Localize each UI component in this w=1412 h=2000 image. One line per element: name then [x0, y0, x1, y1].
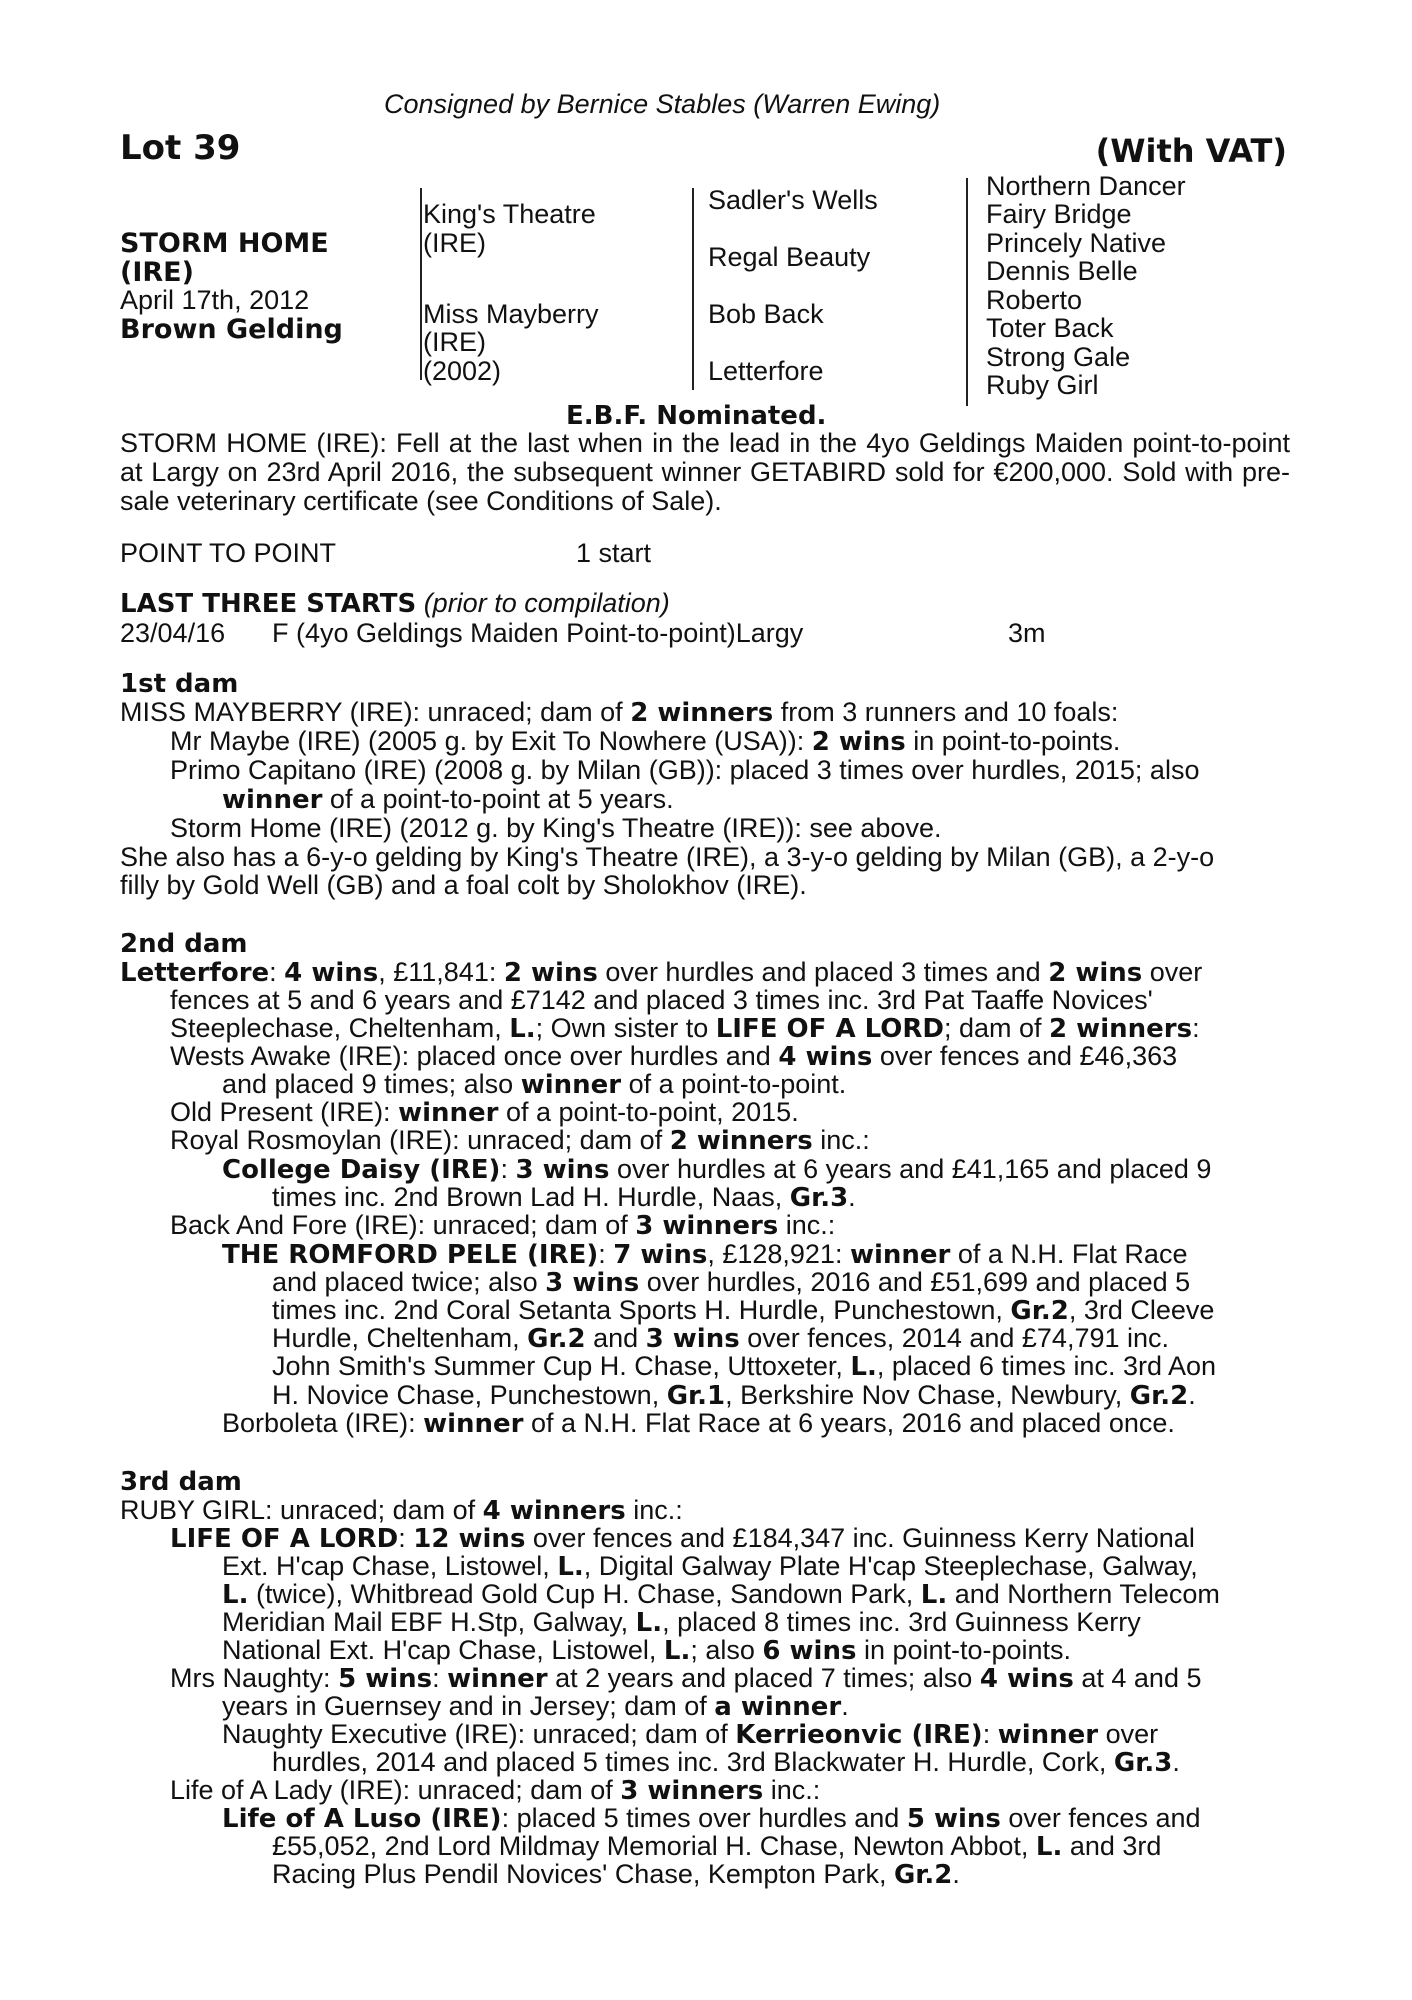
- ggp-2: Fairy Bridge: [986, 199, 1132, 229]
- second-dam-line: Back And Fore (IRE): unraced; dam of 3 winners inc.:: [170, 1210, 836, 1241]
- ggp-8: Ruby Girl: [986, 370, 1099, 400]
- second-dam-line: THE ROMFORD PELE (IRE): 7 wins, £128,921: winner of a N.H. Flat Race: [222, 1239, 1188, 1270]
- intro-paragraph: STORM HOME (IRE): Fell at the last when in the lead in the 4yo Geldings Maiden point-to-point at Largy on 23rd April 2016, the subsequent winner GETABIRD sold for €200,000. Sold with pre-sale veterinary certificate (see Conditions of Sale).: [120, 428, 1290, 516]
- second-dam-line: times inc. 2nd Coral Setanta Sports H. Hurdle, Punchestown, Gr.2, 3rd Cleeve: [272, 1295, 1215, 1326]
- second-dam-line: Old Present (IRE): winner of a point-to-point, 2015.: [170, 1097, 799, 1128]
- progeny-storm-home: Storm Home (IRE) (2012 g. by King's Theatre (IRE)): see above.: [170, 813, 942, 843]
- horse-sex: Brown Gelding: [120, 314, 343, 345]
- third-dam-line: Naughty Executive (IRE): unraced; dam of Kerrieonvic (IRE): winner over: [222, 1719, 1159, 1750]
- race-description: F (4yo Geldings Maiden Point-to-point)Largy: [272, 618, 804, 648]
- second-dam-line: fences at 5 and 6 years and £7142 and placed 3 times inc. 3rd Pat Taaffe Novices': [170, 985, 1153, 1015]
- third-dam-line: Life of A Luso (IRE): placed 5 times over hurdles and 5 wins over fences and: [222, 1803, 1201, 1834]
- third-dam-line: Life of A Lady (IRE): unraced; dam of 3 winners inc.:: [170, 1775, 821, 1806]
- progeny-primo-capitano-cont: winner of a point-to-point at 5 years.: [222, 784, 674, 815]
- dam-suffix: (IRE): [423, 327, 486, 357]
- pedigree-divider: [966, 178, 968, 406]
- ptp-label: POINT TO POINT: [120, 538, 337, 568]
- second-dam-line: and placed 9 times; also winner of a point-to-point.: [222, 1069, 847, 1100]
- third-dam-line: RUBY GIRL: unraced; dam of 4 winners inc.:: [120, 1495, 683, 1526]
- second-dam-line: College Daisy (IRE): 3 wins over hurdles at 6 years and £41,165 and placed 9: [222, 1154, 1212, 1185]
- second-dam-line: Steeplechase, Cheltenham, L.; Own sister to LIFE OF A LORD; dam of 2 winners:: [170, 1013, 1200, 1044]
- pedigree-divider: [692, 188, 694, 390]
- race-date: 23/04/16: [120, 618, 226, 648]
- second-dam-line: Letterfore: 4 wins, £11,841: 2 wins over hurdles and placed 3 times and 2 wins over: [120, 957, 1203, 988]
- second-dam-line: Borboleta (IRE): winner of a N.H. Flat Race at 6 years, 2016 and placed once.: [222, 1408, 1175, 1439]
- second-dam-line: John Smith's Summer Cup H. Chase, Uttoxeter, L., placed 6 times inc. 3rd Aon: [272, 1351, 1217, 1382]
- second-dam-line: and placed twice; also 3 wins over hurdles, 2016 and £51,699 and placed 5: [272, 1267, 1191, 1298]
- second-dam-line: times inc. 2nd Brown Lad H. Hurdle, Naas, Gr.3.: [272, 1182, 856, 1213]
- ebf-nominated: E.B.F. Nominated.: [566, 401, 827, 431]
- ggp-1: Northern Dancer: [986, 171, 1186, 201]
- last-three-note: (prior to compilation): [423, 588, 670, 618]
- granddam-paternal: Regal Beauty: [708, 242, 871, 272]
- second-dam-line: Hurdle, Cheltenham, Gr.2 and 3 wins over fences, 2014 and £74,791 inc.: [272, 1323, 1170, 1354]
- second-dam-line: Royal Rosmoylan (IRE): unraced; dam of 2 winners inc.:: [170, 1125, 870, 1156]
- third-dam-line: Mrs Naughty: 5 wins: winner at 2 years and placed 7 times; also 4 wins at 4 and 5: [170, 1663, 1202, 1694]
- third-dam-line: Racing Plus Pendil Novices' Chase, Kempton Park, Gr.2.: [272, 1859, 960, 1890]
- third-dam-line: years in Guernsey and in Jersey; dam of a winner.: [222, 1691, 849, 1722]
- first-dam-also: She also has a 6-y-o gelding by King's Theatre (IRE), a 3-y-o gelding by Milan (GB), a 2-y-o: [120, 842, 1215, 872]
- ggp-5: Roberto: [986, 285, 1083, 315]
- granddam-maternal: Letterfore: [708, 356, 824, 386]
- dam-year: (2002): [423, 356, 502, 386]
- race-distance: 3m: [1008, 618, 1046, 648]
- third-dam-line: L. (twice), Whitbread Gold Cup H. Chase, Sandown Park, L. and Northern Telecom: [222, 1579, 1220, 1610]
- third-dam-line: £55,052, 2nd Lord Mildmay Memorial H. Chase, Newton Abbot, L. and 3rd: [272, 1831, 1162, 1862]
- progeny-primo-capitano: Primo Capitano (IRE) (2008 g. by Milan (GB)): placed 3 times over hurdles, 2015; also: [170, 755, 1200, 785]
- third-dam-line: Meridian Mail EBF H.Stp, Galway, L., placed 8 times inc. 3rd Guinness Kerry: [222, 1607, 1141, 1638]
- ptp-value: 1 start: [576, 538, 652, 568]
- ggp-4: Dennis Belle: [986, 256, 1138, 286]
- grandsire-paternal: Sadler's Wells: [708, 185, 878, 215]
- horse-suffix: (IRE): [120, 257, 194, 288]
- second-dam-heading: 2nd dam: [120, 929, 248, 959]
- vat-label: (With VAT): [1095, 132, 1287, 170]
- third-dam-line: National Ext. H'cap Chase, Listowel, L.; also 6 wins in point-to-points.: [222, 1635, 1072, 1666]
- progeny-mr-maybe: Mr Maybe (IRE) (2005 g. by Exit To Nowhere (USA)): 2 wins in point-to-points.: [170, 726, 1121, 757]
- third-dam-line: Ext. H'cap Chase, Listowel, L., Digital Galway Plate H'cap Steeplechase, Galway,: [222, 1551, 1198, 1582]
- first-dam-heading: 1st dam: [120, 669, 239, 699]
- ggp-7: Strong Gale: [986, 342, 1131, 372]
- ggp-3: Princely Native: [986, 228, 1167, 258]
- first-dam-also-cont: filly by Gold Well (GB) and a foal colt by Sholokhov (IRE).: [120, 870, 807, 900]
- last-three-title: LAST THREE STARTS: [120, 589, 417, 619]
- horse-dob: April 17th, 2012: [120, 285, 310, 315]
- lot-number: Lot 39: [120, 128, 241, 168]
- consignor-line: Consigned by Bernice Stables (Warren Ewing): [384, 89, 941, 119]
- horse-name: STORM HOME: [120, 228, 329, 259]
- dam-name: Miss Mayberry: [423, 299, 599, 329]
- third-dam-line: LIFE OF A LORD: 12 wins over fences and £184,347 inc. Guinness Kerry National: [170, 1523, 1195, 1554]
- sire-suffix: (IRE): [423, 228, 486, 258]
- grandsire-maternal: Bob Back: [708, 299, 824, 329]
- third-dam-line: hurdles, 2014 and placed 5 times inc. 3rd Blackwater H. Hurdle, Cork, Gr.3.: [272, 1747, 1180, 1778]
- sire-name: King's Theatre: [423, 199, 596, 229]
- third-dam-heading: 3rd dam: [120, 1467, 242, 1497]
- pedigree-divider: [420, 188, 422, 380]
- ggp-6: Toter Back: [986, 313, 1114, 343]
- first-dam-intro: MISS MAYBERRY (IRE): unraced; dam of 2 winners from 3 runners and 10 foals:: [120, 697, 1119, 728]
- second-dam-line: H. Novice Chase, Punchestown, Gr.1, Berkshire Nov Chase, Newbury, Gr.2.: [272, 1380, 1196, 1411]
- last-three-heading: [120, 589, 670, 619]
- second-dam-line: Wests Awake (IRE): placed once over hurdles and 4 wins over fences and £46,363: [170, 1041, 1178, 1072]
